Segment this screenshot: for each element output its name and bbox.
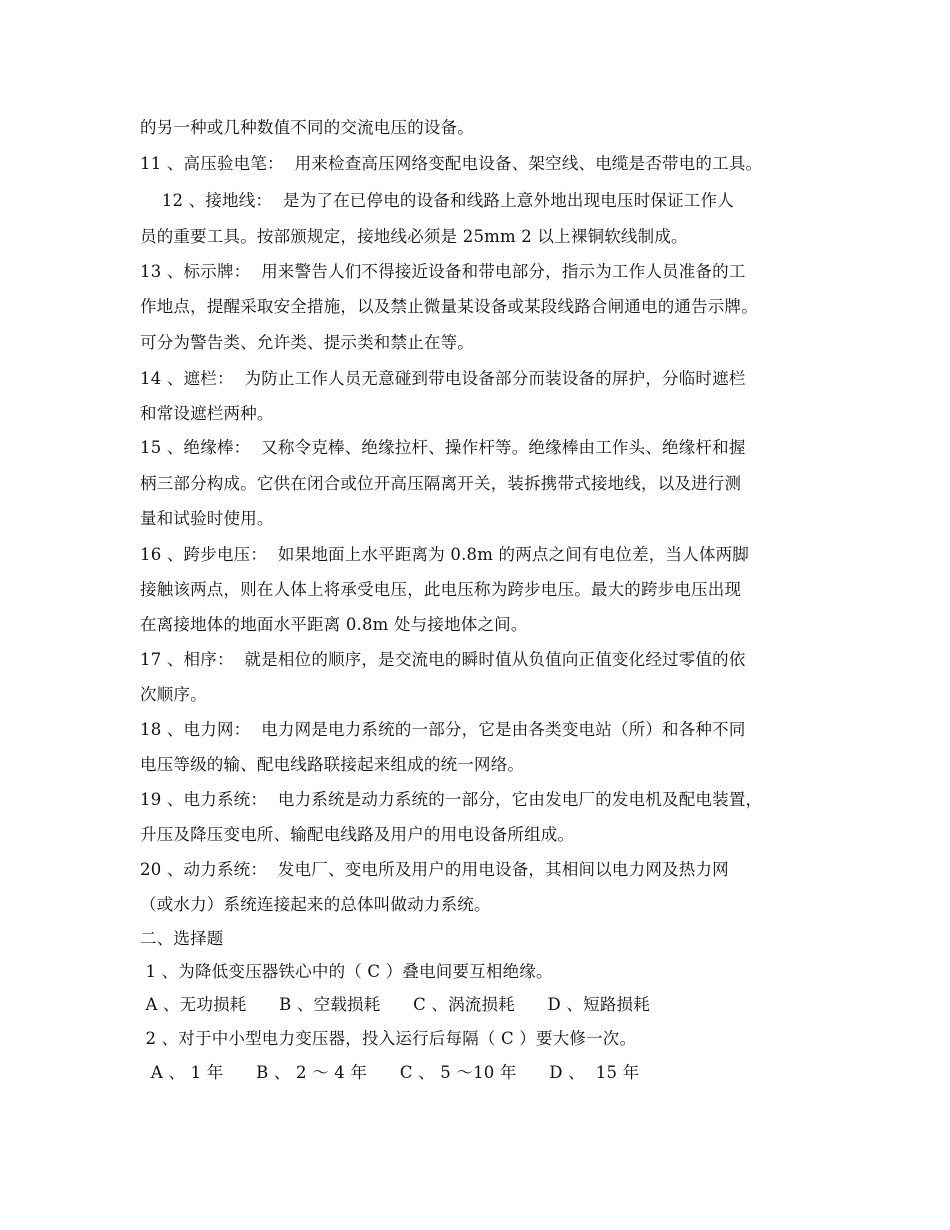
text-line: 的另一种或几种数值不同的交流电压的设备。 bbox=[140, 118, 474, 137]
answer-options: A 、 1 年 B 、 2 ～ 4 年 C 、 5 ～10 年 D 、 15 年 bbox=[140, 1063, 640, 1082]
text-line: 员的重要工具。按部颁规定，接地线必须是 25mm 2 以上裸铜软线制成。 bbox=[140, 227, 688, 246]
text-line: 可分为警告类、允许类、提示类和禁止在等。 bbox=[140, 333, 474, 352]
text-line: 16 、跨步电压： 如果地面上水平距离为 0.8m 的两点之间有电位差，当人体两脚 bbox=[140, 545, 750, 564]
text-line: 作地点，提醒采取安全措施，以及禁止微量某设备或某段线路合闸通电的通告示牌。 bbox=[140, 297, 758, 316]
text-line: 15 、绝缘棒： 又称令克棒、绝缘拉杆、操作杆等。绝缘棒由工作头、绝缘杆和握 bbox=[140, 438, 746, 457]
text-line: 19 、电力系统： 电力系统是动力系统的一部分，它由发电厂的发电机及配电装置， bbox=[140, 790, 763, 809]
section-heading: 二、选择题 bbox=[140, 929, 224, 948]
text-line: 20 、动力系统： 发电厂、变电所及用户的用电设备，其相间以电力网及热力网 bbox=[140, 860, 729, 879]
text-line: 升压及降压变电所、输配电线路及用户的用电设备所组成。 bbox=[140, 825, 575, 844]
text-line: 接触该两点，则在人体上将承受电压，此电压称为跨步电压。最大的跨步电压出现 bbox=[140, 580, 742, 599]
question-text: 1 、为降低变压器铁心中的（ C ）叠电间要互相绝缘。 bbox=[140, 962, 553, 981]
text-line: 12 、接地线： 是为了在已停电的设备和线路上意外地出现电压时保证工作人 bbox=[140, 191, 734, 210]
text-line: 量和试验时使用。 bbox=[140, 509, 274, 528]
text-line: 14 、遮栏： 为防止工作人员无意碰到带电设备部分而装设备的屏护，分临时遮栏 bbox=[140, 369, 746, 388]
text-line: 17 、相序： 就是相位的顺序，是交流电的瞬时值从负值向正值变化经过零值的依 bbox=[140, 650, 746, 669]
text-line: 电压等级的输、配电线路联接起来组成的统一网络。 bbox=[140, 755, 525, 774]
text-line: 18 、电力网： 电力网是电力系统的一部分，它是由各类变电站（所）和各种不同 bbox=[140, 720, 746, 739]
text-line: 和常设遮栏两种。 bbox=[140, 404, 274, 423]
text-line: （或水力）系统连接起来的总体叫做动力系统。 bbox=[140, 895, 491, 914]
text-line: 柄三部分构成。它供在闭合或位开高压隔离开关，装拆携带式接地线，以及进行测 bbox=[140, 474, 742, 493]
text-line: 在离接地体的地面水平距离 0.8m 处与接地体之间。 bbox=[140, 615, 528, 634]
answer-options: A 、无功损耗 B 、空载损耗 C 、涡流损耗 D 、短路损耗 bbox=[140, 995, 650, 1014]
text-line: 11 、高压验电笔： 用来检查高压网络变配电设备、架空线、电缆是否带电的工具。 bbox=[140, 154, 763, 173]
question-text: 2 、对于中小型电力变压器，投入运行后每隔（ C ）要大修一次。 bbox=[140, 1029, 637, 1048]
text-line: 13 、标示牌： 用来警告人们不得接近设备和带电部分，指示为工作人员准备的工 bbox=[140, 262, 746, 281]
text-line: 次顺序。 bbox=[140, 685, 207, 704]
